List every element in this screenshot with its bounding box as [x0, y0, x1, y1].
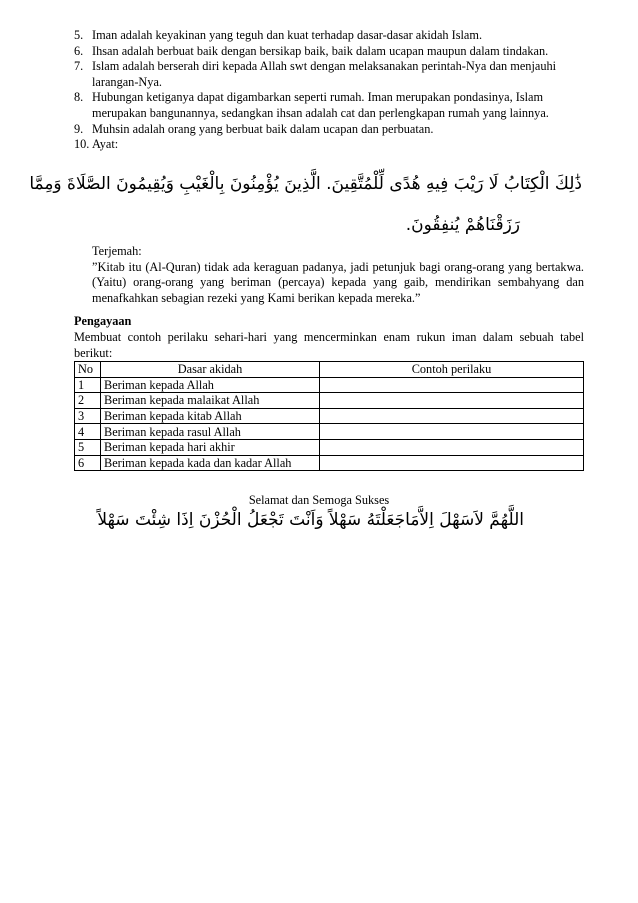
cell-contoh[interactable]	[320, 408, 584, 424]
closing-doa-arabic: اللَّهُمَّ لاَسَهْلَ اِلاَّمَاجَعَلْتَهُ سَهْلاً وَاَنْتَ تَجْعَلُ الْحُزْنَ اِذَا شِئْتَ سَهْلاً	[97, 510, 524, 530]
table-row	[75, 393, 584, 409]
closing-text: Selamat dan Semoga Sukses	[248, 493, 390, 507]
cell-dasar: Beriman kepada kitab Allah	[101, 408, 320, 424]
definition-list	[74, 28, 584, 153]
behavior-table	[74, 361, 584, 471]
cell-contoh[interactable]	[320, 377, 584, 393]
list-number: 9.	[74, 121, 84, 136]
cell-dasar: Beriman kepada rasul Allah	[101, 424, 320, 440]
list-text: Ayat:	[92, 137, 119, 152]
header-contoh-perilaku: Contoh perilaku	[320, 362, 584, 378]
list-text: Islam adalah berserah diri kepada Allah swt dengan melaksanakan perintah-Nya dan menjauhi larangan-Nya.	[92, 59, 557, 89]
list-text: Iman adalah keyakinan yang teguh dan kuat terhadap dasar-dasar akidah Islam.	[92, 28, 483, 42]
cell-dasar: Beriman kepada malaikat Allah	[101, 393, 320, 409]
list-number: 7.	[74, 59, 84, 74]
list-text: Ihsan adalah berbuat baik dengan bersikap baik, baik dalam ucapan maupun dalam tindakan.	[92, 43, 549, 58]
cell-no: 1	[75, 377, 101, 393]
list-text: Muhsin adalah orang yang berbuat baik dalam ucapan dan perbuatan.	[92, 121, 434, 136]
table-row	[75, 408, 584, 424]
section-heading: Pengayaan	[74, 314, 132, 328]
cell-no: 2	[75, 393, 101, 409]
list-item	[74, 28, 584, 44]
translation-label: Terjemah:	[92, 244, 142, 258]
cell-contoh[interactable]	[320, 393, 584, 409]
cell-contoh[interactable]	[320, 455, 584, 471]
list-number: 6.	[74, 43, 84, 58]
section-intro: Membuat contoh perilaku sehari-hari yang mencerminkan enam rukun iman dalam sebuah tabel berikut:	[74, 330, 584, 360]
table-header-row	[75, 362, 584, 378]
table-row	[75, 455, 584, 471]
header-dasar-akidah: Dasar akidah	[101, 362, 320, 378]
cell-contoh[interactable]	[320, 439, 584, 455]
list-item	[74, 90, 584, 121]
cell-no: 5	[75, 439, 101, 455]
ayat-arabic-line-2: رَزَقْنَاهُمْ يُنفِقُونَ.	[405, 215, 520, 235]
list-number: 8.	[74, 90, 84, 105]
header-no: No	[75, 362, 101, 378]
cell-no: 3	[75, 408, 101, 424]
ayat-arabic-line-1: ذَٰلِكَ الْكِتَابُ لَا رَيْبَ فِيهِ هُدًى لِّلْمُتَّقِينَ. الَّذِينَ يُؤْمِنُونَ بِالْغَيْبِ وَيُقِيمُونَ الصَّلَاةَ وَمِمَّا	[29, 174, 582, 194]
list-item	[74, 44, 584, 60]
table-row	[75, 424, 584, 440]
table-row	[75, 377, 584, 393]
list-item	[74, 137, 584, 153]
cell-dasar: Beriman kepada hari akhir	[101, 439, 320, 455]
list-number: 10.	[74, 137, 90, 152]
list-text: Hubungan ketiganya dapat digambarkan seperti rumah. Iman merupakan pondasinya, Islam merupakan bangunannya, sedangkan ihsan adalah cat dan perlengkapan rumah yang lainnya.	[92, 90, 549, 120]
list-item	[74, 122, 584, 138]
table-row	[75, 439, 584, 455]
cell-no: 4	[75, 424, 101, 440]
cell-no: 6	[75, 455, 101, 471]
list-number: 5.	[74, 28, 84, 42]
translation-text: ”Kitab itu (Al-Quran) tidak ada keraguan padanya, jadi petunjuk bagi orang-orang yang bertakwa. (Yaitu) orang-orang yang beriman (percaya) kepada yang gaib, mendirikan sembahyang dan menafkahkan sebagian rezeki yang Kami berikan kepada mereka.”	[92, 259, 584, 305]
cell-contoh[interactable]	[320, 424, 584, 440]
cell-dasar: Beriman kepada Allah	[101, 377, 320, 393]
translation-block	[92, 244, 584, 306]
list-item	[74, 59, 584, 90]
cell-dasar: Beriman kepada kada dan kadar Allah	[101, 455, 320, 471]
